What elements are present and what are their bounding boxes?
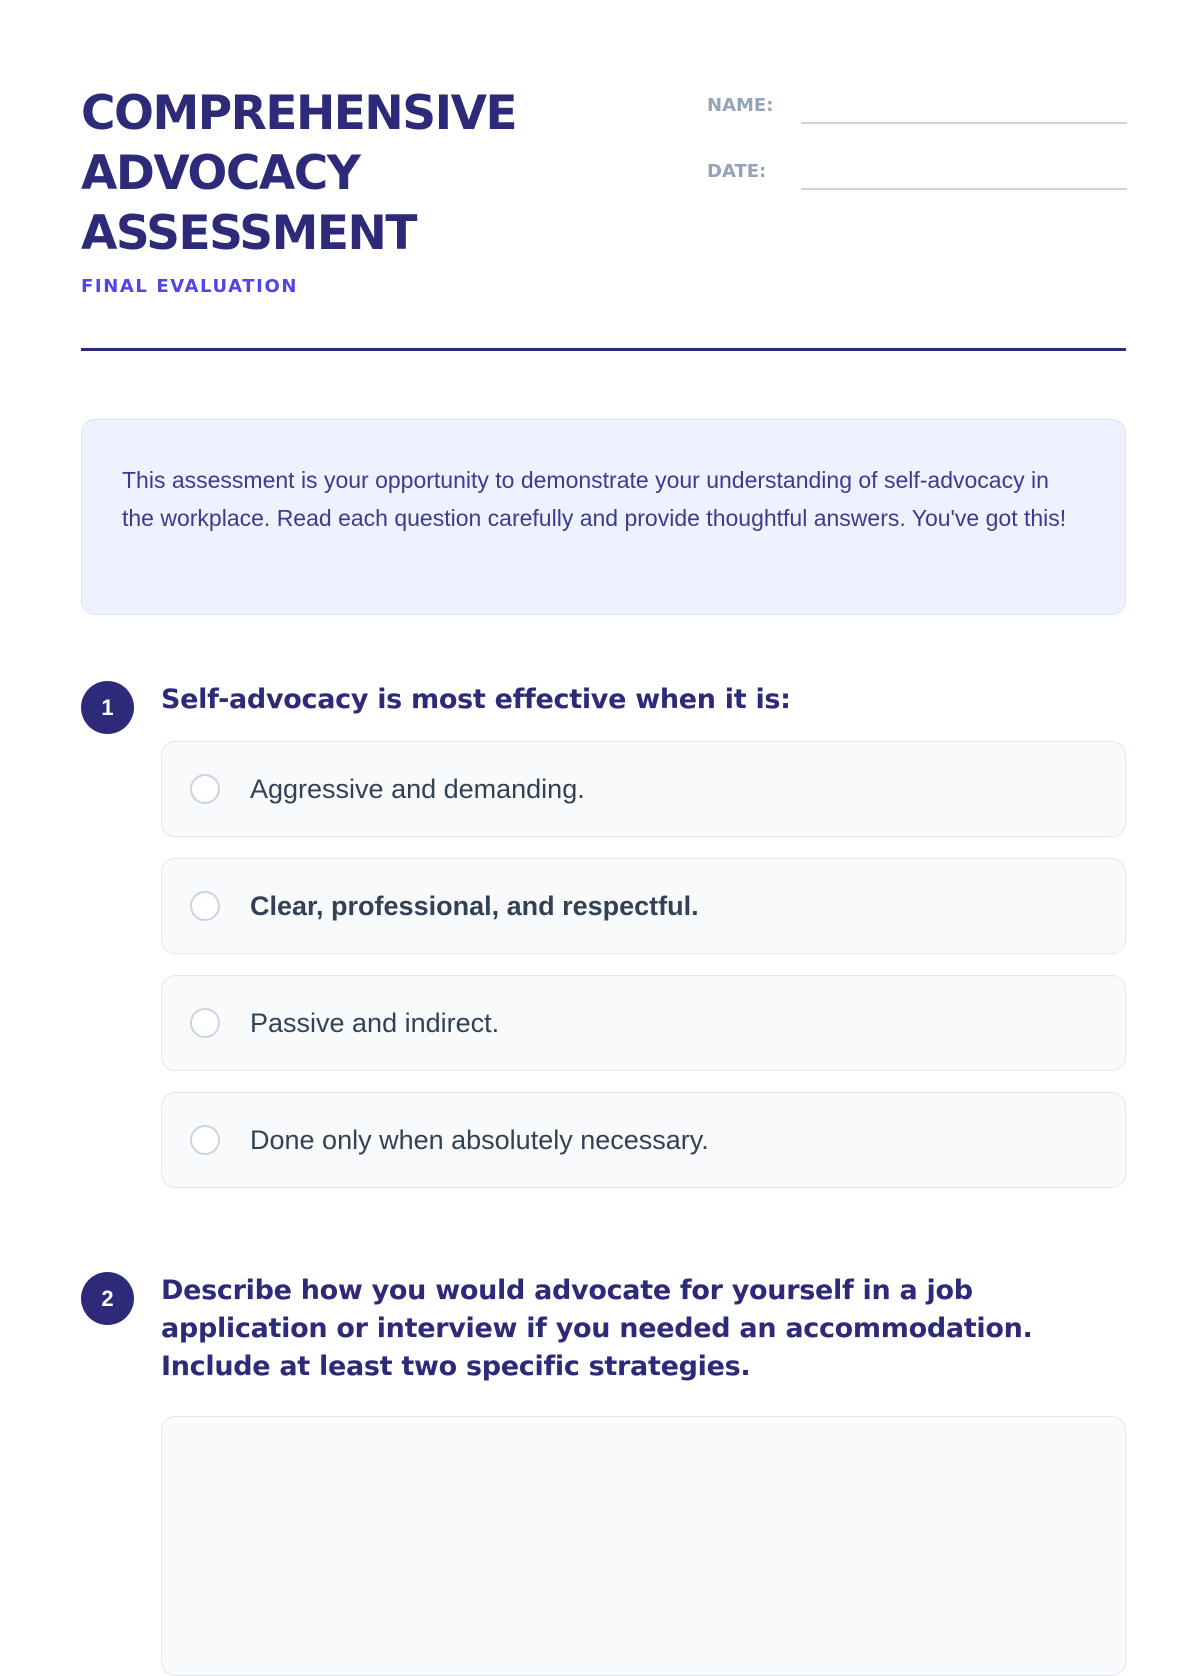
answer-textarea[interactable] — [161, 1416, 1126, 1676]
name-label: NAME: — [707, 95, 774, 116]
answer-options — [161, 741, 1126, 1188]
page-title: COMPREHENSIVE ADVOCACY ASSESSMENT — [81, 86, 517, 261]
radio-button[interactable] — [190, 1008, 220, 1038]
student-info-fields — [707, 88, 1127, 220]
option-d[interactable] — [161, 1092, 1126, 1188]
header — [81, 84, 1126, 297]
radio-button[interactable] — [190, 891, 220, 921]
question-number-badge: 2 — [81, 1272, 134, 1325]
name-field-row — [707, 88, 1127, 124]
option-label: Aggressive and demanding. — [250, 773, 585, 804]
page-subtitle: FINAL EVALUATION — [81, 276, 299, 297]
header-divider — [81, 348, 1126, 351]
question-1 — [81, 681, 1126, 1209]
question-number-badge: 1 — [81, 681, 134, 734]
radio-button[interactable] — [190, 1125, 220, 1155]
date-input-line[interactable] — [801, 154, 1127, 190]
intro-box — [81, 419, 1126, 615]
option-c[interactable] — [161, 975, 1126, 1071]
option-label: Passive and indirect. — [250, 1007, 500, 1038]
option-a[interactable] — [161, 741, 1126, 837]
intro-text: This assessment is your opportunity to demonstrate your understanding of self-advocacy in the workplace. Read each question carefully and provide thoughtful answers. You've got this! — [122, 467, 1067, 531]
date-label: DATE: — [707, 161, 767, 182]
date-field-row — [707, 154, 1127, 190]
option-label: Clear, professional, and respectful. — [250, 890, 699, 921]
question-2 — [81, 1272, 1126, 1676]
question-text: Describe how you would advocate for yourself in a job application or interview if you needed an accommodation. Include at least two specific strategies. — [161, 1275, 1033, 1382]
option-b[interactable] — [161, 858, 1126, 954]
radio-button[interactable] — [190, 774, 220, 804]
question-text: Self-advocacy is most effective when it is: — [161, 684, 791, 715]
name-input-line[interactable] — [801, 88, 1127, 124]
option-label: Done only when absolutely necessary. — [250, 1124, 709, 1155]
